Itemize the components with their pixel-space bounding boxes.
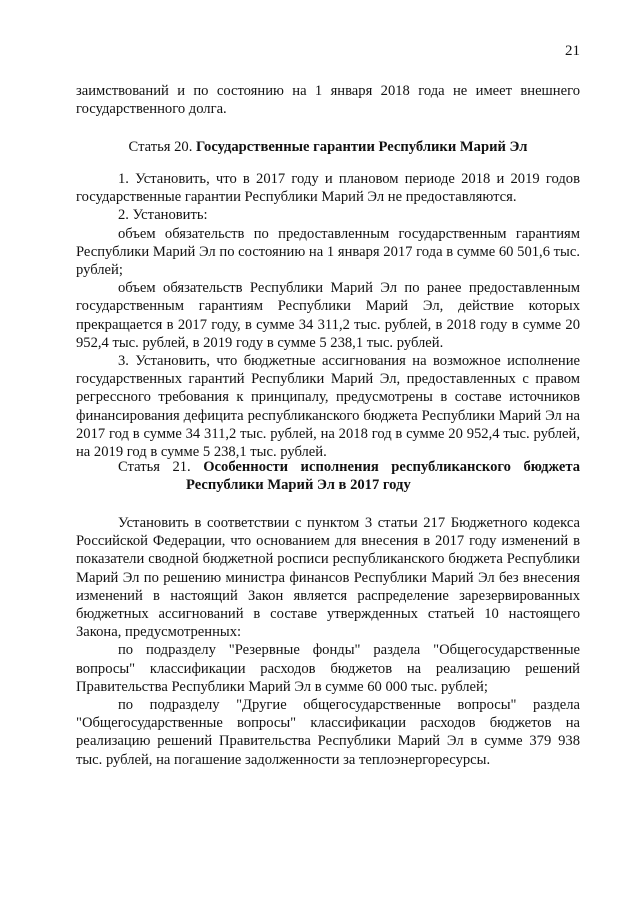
article-21-title-line-2: Республики Марий Эл в 2017 году [186, 477, 411, 494]
article-20-title: Государственные гарантии Республики Марий Эл [196, 139, 528, 155]
article-21-heading [76, 458, 580, 494]
article-20-paragraph-1: 1. Установить, что в 2017 году и плановом периоде 2018 и 2019 годов государственные гарантии Республики Марий Эл не предоставляются. [76, 171, 580, 206]
article-21-paragraph-3: по подразделу "Другие общегосударственные вопросы" раздела "Общегосударственные вопросы" классификации расходов бюджетов на реализацию решений Правительства Республики Марий Эл в сумме 379 938 тыс. рублей, на погашение задолженности за теплоэнергоресурсы. [76, 697, 580, 768]
intro-paragraph: заимствований и по состоянию на 1 января 2018 года не имеет внешнего государственного долга. [76, 83, 580, 118]
article-20-body [76, 170, 580, 461]
article-20-paragraph-3: 3. Установить, что бюджетные ассигнования на возможное исполнение государственных гарантий Республики Марий Эл, предоставленных с правом регрессного требования к принципалу, предусмотрены в составе источников финансирования дефицита республиканского бюджета Республики Марий Эл на 2017 год в сумме 34 311,2 тыс. рублей, на 2018 год в сумме 20 952,4 тыс. рублей, на 2019 год в сумме 5 238,1 тыс. рублей. [76, 353, 580, 461]
article-21-title-line-1: Особенности исполнения республиканского бюджета [203, 459, 580, 475]
article-21-paragraph-2: по подразделу "Резервные фонды" раздела "Общегосударственные вопросы" классификации расходов бюджетов на реализацию решений Правительства Республики Марий Эл в сумме 60 000 тыс. рублей; [76, 642, 580, 695]
page-number: 21 [565, 43, 580, 59]
article-21-body [76, 514, 580, 769]
article-21-paragraph-1: Установить в соответствии с пунктом 3 статьи 217 Бюджетного кодекса Российской Федерации, что основанием для внесения в 2017 году изменений в показатели сводной бюджетной росписи республиканского бюджета Республики Марий Эл по решению министра финансов Республики Марий Эл без внесения изменений в настоящий Закон является распределение зарезервированных бюджетных ассигнований в составе утвержденных статьей 10 настоящего Закона, предусмотренных: [76, 515, 580, 641]
article-20-prefix: Статья 20. [128, 139, 193, 155]
article-20-heading [76, 138, 580, 156]
article-20-paragraph-2: 2. Установить: [118, 207, 208, 224]
intro-paragraph-block [76, 82, 580, 118]
article-21-prefix: Статья 21. [118, 459, 191, 475]
article-20-paragraph-2b: объем обязательств Республики Марий Эл по ранее предоставленным государственным гарантиям Республики Марий Эл, действие которых прекращается в 2017 году, в сумме 34 311,2 тыс. рублей, в 2018 году в сумме 20 952,4 тыс. рублей, в 2019 году в сумме 5 238,1 тыс. рублей. [76, 280, 580, 351]
article-20-paragraph-2a: объем обязательств по предоставленным государственным гарантиям Республики Марий Эл по состоянию на 1 января 2017 года в сумме 60 501,6 тыс. рублей; [76, 225, 580, 279]
